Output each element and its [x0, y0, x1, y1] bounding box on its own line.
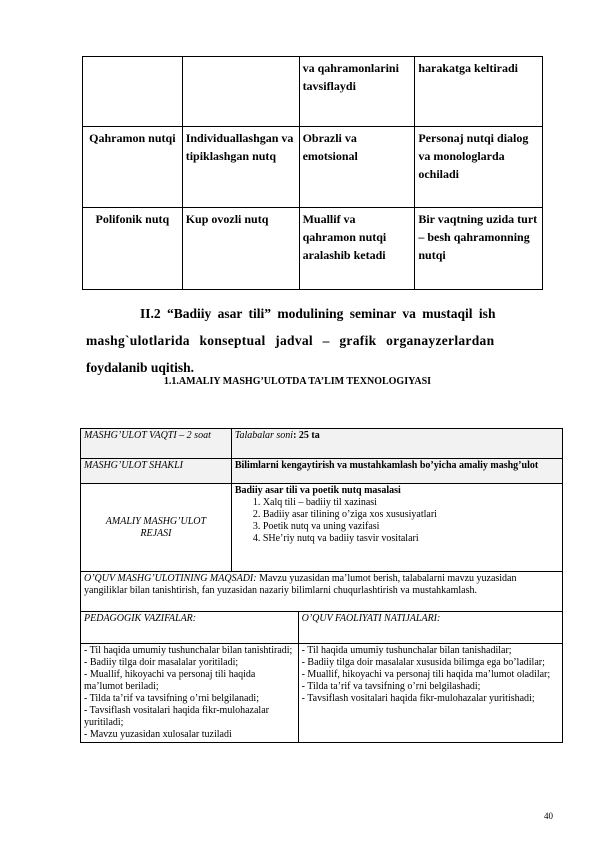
plan-list: [235, 497, 559, 545]
table-cell: Personaj nutqi dialog va monologlarda ochiladi: [415, 127, 543, 208]
learning-results: [298, 644, 562, 743]
heading-line: mashg`ulotlarida konseptual jadval – grafik organayzerlardan: [86, 333, 495, 348]
list-item: - Mavzu yuzasidan xulosalar tuziladi: [84, 729, 232, 740]
table-row: [83, 57, 543, 127]
table-row: [83, 208, 543, 290]
section-heading: [86, 300, 550, 381]
table-row: [83, 127, 543, 208]
table-row: [81, 644, 563, 743]
table-row: [81, 459, 563, 484]
list-item: - Til haqida umumiy tushunchalar bilan tanishtiradi;: [84, 645, 293, 656]
list-item: - Muallif, hikoyachi va personaj tili haqida ma’lumot oladilar;: [301, 669, 551, 680]
comparison-table: [82, 56, 543, 290]
table-cell: Individuallashgan va tipiklashgan nutq: [182, 127, 299, 208]
table-cell: Polifonik nutq: [83, 208, 183, 290]
section-subtitle: 1.1.AMALIY MASHG’ULOTDA TA’LIM TEXNOLOGIYASI: [163, 376, 432, 387]
goal-label: O’QUV MASHG’ULOTINING MAQSADI:: [84, 573, 257, 584]
lesson-goal: [81, 572, 563, 612]
lesson-form-value: Bilimlarni kengaytirish va mustahkamlash bo’yicha amaliy mashg’ulot: [231, 459, 562, 484]
list-item: 3. Poetik nutq va uning vazifasi: [263, 521, 559, 533]
lesson-time: MASHG’ULOT VAQTI – 2 soat: [81, 429, 232, 459]
list-item: - Badiiy tilga doir masalalar yoritiladi;: [84, 657, 239, 668]
table-cell: [83, 57, 183, 127]
list-item: 4. SHe’riy nutq va badiiy tasvir vositalari: [263, 533, 559, 545]
table-cell: harakatga keltiradi: [415, 57, 543, 127]
table-cell: [182, 57, 299, 127]
students-label: Talabalar soni: [234, 430, 294, 441]
table-cell: Muallif va qahramon nutqi aralashib ketadi: [299, 208, 415, 290]
heading-line: II.2 “Badiiy asar tili” modulining seminar va mustaqil ish: [140, 306, 496, 321]
table-cell: Bir vaqtning uzida turt – besh qahramonning nutqi: [415, 208, 543, 290]
list-item: 2. Badiiy asar tilining o’ziga xos xususiyatlari: [263, 509, 559, 521]
list-item: - Badiiy tilga doir masalalar xususida bilimga ega bo’ladilar;: [301, 657, 545, 668]
table-row: [81, 572, 563, 612]
table-row: [81, 484, 563, 572]
plan-title: Badiiy asar tili va poetik nutq masalasi: [234, 485, 401, 496]
lesson-form-label: MASHG’ULOT SHAKLI: [81, 459, 232, 484]
goal-text: Mavzu yuzasidan ma’lumot berish, talabalarni mavzu yuzasidan yangiliklar bilan tanishtirish, fan yuzasidan nazariy bilimlarni chuqurlashtirish va mustahkamlash.: [84, 573, 517, 596]
list-item: - Tilda ta’rif va tavsifning o’rni belgilashadi;: [301, 681, 481, 692]
list-item: - Tavsiflash vositalari haqida fikr-mulohazalar yuritiladi;: [84, 705, 269, 728]
table-row: [81, 612, 563, 644]
list-item: - Tilda ta’rif va tavsifning o’rni belgilanadi;: [84, 693, 259, 704]
plan-label: AMALIY MASHG’ULOT REJASI: [81, 484, 232, 572]
table-cell: va qahramonlarini tavsiflaydi: [299, 57, 415, 127]
list-item: - Muallif, hikoyachi va personaj tili haqida ma’lumot beriladi;: [84, 669, 256, 692]
list-item: - Til haqida umumiy tushunchalar bilan tanishadilar;: [301, 645, 512, 656]
students-value: : 25 ta: [293, 430, 320, 441]
learning-results-label: O’QUV FAOLIYATI NATIJALARI:: [298, 612, 562, 644]
table-row: [81, 429, 563, 459]
heading-line: foydalanib uqitish.: [86, 360, 195, 375]
plan-content: [231, 484, 562, 572]
table-cell: Kup ovozli nutq: [182, 208, 299, 290]
students-count: [231, 429, 562, 459]
pedagogical-tasks: [81, 644, 299, 743]
list-item: 1. Xalq tili – badiiy til xazinasi: [263, 497, 559, 509]
pedagogical-tasks-label: PEDAGOGIK VAZIFALAR:: [81, 612, 299, 644]
table-cell: Qahramon nutqi: [83, 127, 183, 208]
lesson-plan-table: [80, 428, 563, 743]
list-item: - Tavsiflash vositalari haqida fikr-mulohazalar yuritishadi;: [301, 693, 535, 704]
table-cell: Obrazli va emotsional: [299, 127, 415, 208]
page-number: 40: [544, 811, 553, 821]
